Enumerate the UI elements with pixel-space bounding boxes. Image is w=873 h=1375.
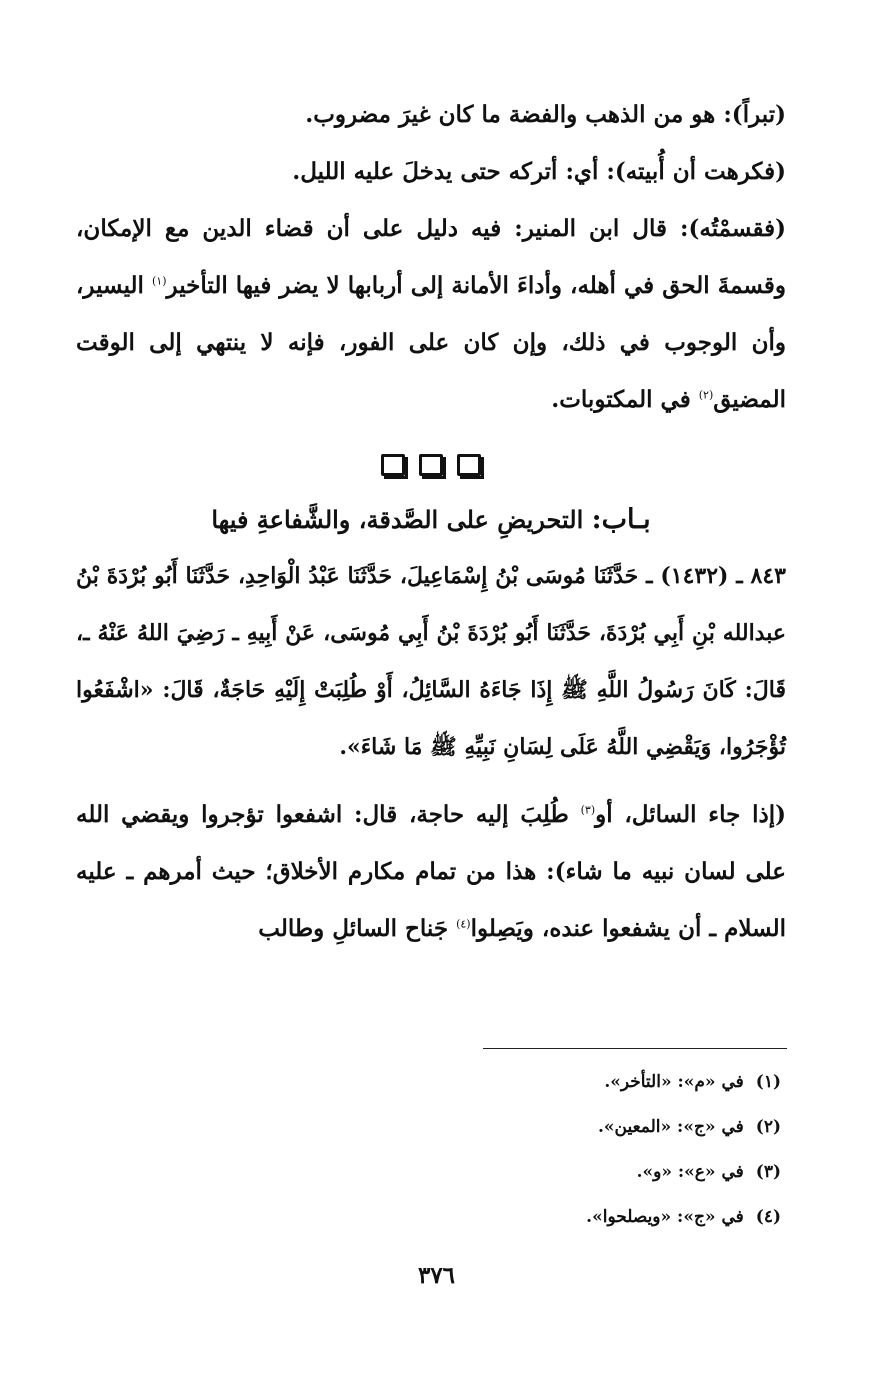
- page-body: [76, 86, 786, 957]
- footnote-number: (٣): [755, 1162, 781, 1182]
- commentary-part-b: طُلِبَ إليه حاجة، قال: اشفعوا تؤجروا ويقضي الله على لسان نبيه ما شاء): هذا من تمام مكارم الأخلاق؛ حيث أمرهم ـ عليه السلام ـ أن يشفعوا عنده، ويَصِلوا: [76, 801, 786, 942]
- paragraph-qasamtuh-part-a: (فقسمْتُه): قال ابن المنير: فيه دليل على أن قضاء الدين مع الإمكان، وقسمةَ الحق في أهله، وأداءَ الأمانة إلى أربابها لا يضر فيها التأخير: [76, 215, 787, 299]
- paragraph-ubayyituh: (فكرهت أن أُبيته): أي: أتركه حتى يدخلَ عليه الليل.: [292, 158, 786, 185]
- footnotes: [281, 1060, 781, 1240]
- chapter-heading: [76, 498, 786, 542]
- footnote-ref-2[interactable]: (٢): [698, 388, 714, 402]
- footnote-divider: [483, 1048, 787, 1049]
- footnote-ref-4[interactable]: (٤): [456, 917, 471, 931]
- footnote-item: [281, 1105, 781, 1150]
- paragraph-qasamtuh: [76, 200, 786, 428]
- footnote-text: في «ج»: «المعين».: [597, 1117, 744, 1137]
- chapter-title: التحريضِ على الصَّدقة، والشَّفاعةِ فيها: [211, 505, 592, 534]
- footnote-text: في «م»: «التأخر».: [604, 1072, 744, 1092]
- footnote-number: (٢): [755, 1117, 781, 1137]
- divider-box-icon: [419, 454, 443, 476]
- commentary-part-a: (إذا جاء السائل، أو: [595, 801, 786, 828]
- footnote-number: (٤): [755, 1207, 781, 1227]
- footnote-item: [281, 1195, 781, 1240]
- divider-box-icon: [381, 454, 405, 476]
- chapter-bab-label: بـاب:: [591, 504, 651, 535]
- divider-box-icon: [457, 454, 481, 476]
- footnote-item: [281, 1060, 781, 1105]
- footnote-item: [281, 1150, 781, 1195]
- footnote-text: في «ج»: «ويصلحوا».: [586, 1207, 744, 1227]
- paragraph-qasamtuh-part-c: في المكتوبات.: [551, 386, 699, 413]
- footnote-text: في «ع»: «و».: [636, 1162, 744, 1182]
- section-divider: [76, 454, 786, 476]
- page-number: ٣٧٦: [417, 1262, 456, 1289]
- footnote-ref-3[interactable]: (٣): [580, 803, 596, 817]
- footnote-number: (١): [755, 1072, 781, 1092]
- paragraph-tibr: (تبراً): هو من الذهب والفضة ما كان غيرَ مضروب.: [305, 101, 786, 128]
- commentary-part-c: جَناح السائلِ وطالب: [258, 915, 457, 942]
- paragraph-qasamtuh-part-b: اليسير، وأن الوجوب في ذلك، وإن كان على الفور، فإنه لا ينتهي إلى الوقت المضيق: [76, 272, 786, 413]
- paragraph-commentary: [76, 786, 786, 957]
- hadith-text: ٨٤٣ ـ (١٤٣٢) ـ حَدَّثَنَا مُوسَى بْنُ إِسْمَاعِيلَ، حَدَّثَنَا عَبْدُ الْوَاحِدِ، حَدَّثَنَا أَبُو بُرْدَةَ بْنُ عبدالله بْنِ أَبِي بُرْدَةَ، حَدَّثَنَا أَبُو بُرْدَةَ بْنُ أَبِي مُوسَى، عَنْ أَبِيهِ ـ رَضِيَ اللهُ عَنْهُ ـ، قَالَ: كَانَ رَسُولُ اللَّهِ ﷺ إِذَا جَاءَهُ السَّائِلُ، أَوْ طُلِبَتْ إِلَيْهِ حَاجَةٌ، قَالَ: «اشْفَعُوا تُؤْجَرُوا، وَيَقْضِي اللَّهُ عَلَى لِسَانِ نَبِيِّهِ ﷺ مَا شَاءَ».: [76, 563, 786, 760]
- footnote-ref-1[interactable]: (١): [152, 274, 167, 288]
